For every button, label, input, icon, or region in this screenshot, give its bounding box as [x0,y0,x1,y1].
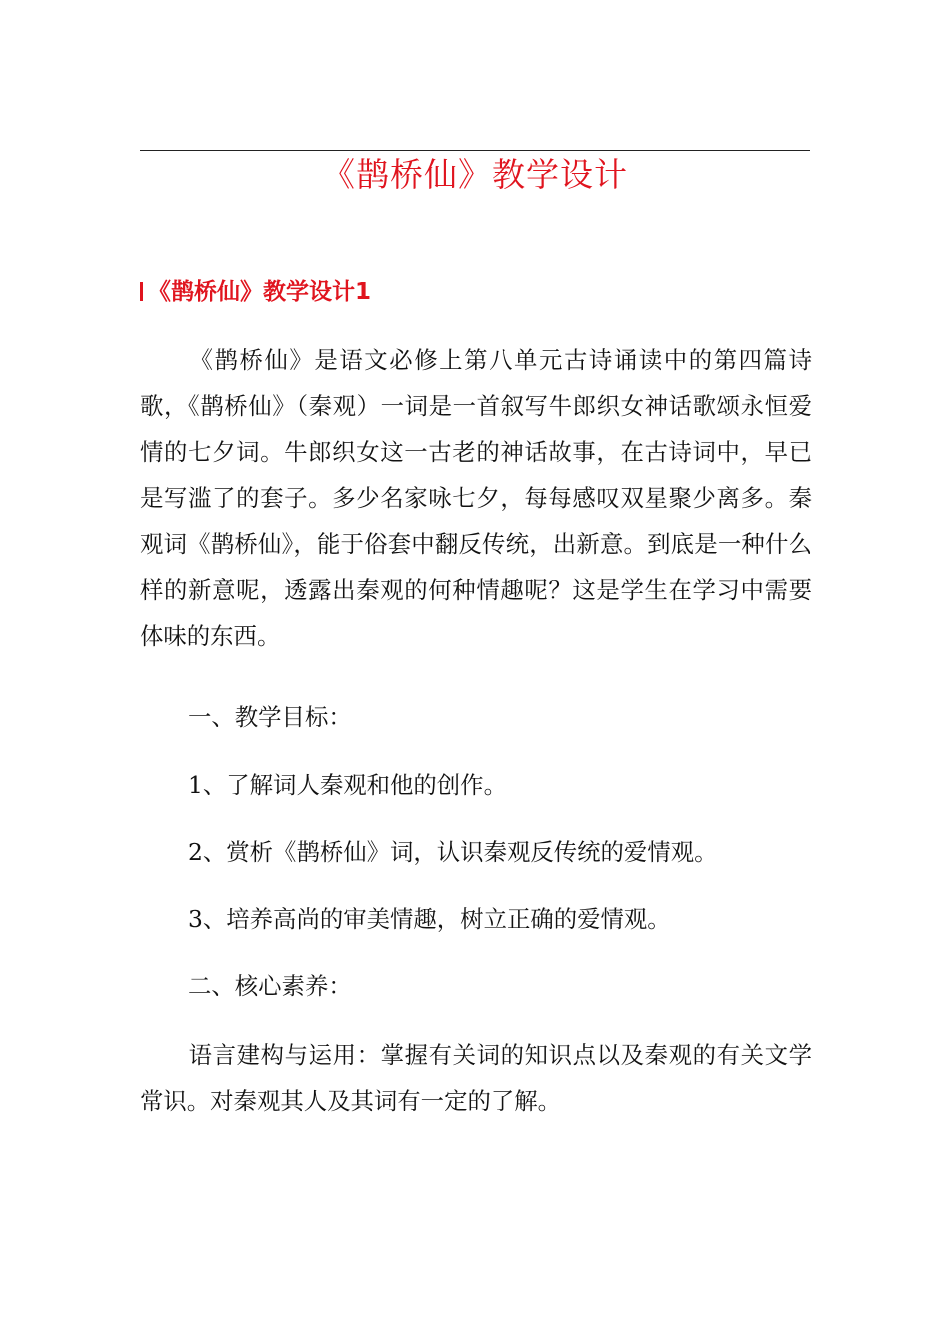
literacy-paragraph-text: 语言建构与运用：掌握有关词的知识点以及秦观的有关文学常识。对秦观其人及其词有一定的了解。 [140,1041,812,1115]
section-heading-text: 《鹊桥仙》教学设计1 [148,279,372,305]
intro-paragraph [140,337,812,659]
section-heading [140,276,371,308]
objective-item-3: 3、培养高尚的审美情趣，树立正确的爱情观。 [188,905,671,933]
objective-item-2: 2、赏析《鹊桥仙》词，认识秦观反传统的爱情观。 [188,838,718,866]
literacy-paragraph [140,1032,812,1124]
intro-paragraph-text: 《鹊桥仙》是语文必修上第八单元古诗诵读中的第四篇诗歌，《鹊桥仙》（秦观）一词是一首叙写牛郎织女神话歌颂永恒爱情的七夕词。牛郎织女这一古老的神话故事，在古诗词中，早已是写滥了的套子。多少名家咏七夕，每每感叹双星聚少离多。秦观词《鹊桥仙》，能于俗套中翻反传统，出新意。到底是一种什么样的新意呢，透露出秦观的何种情趣呢？这是学生在学习中需要体味的东西。 [140,346,812,650]
heading-marker [140,282,143,301]
header-rule [140,150,810,151]
objective-item-1: 1、了解词人秦观和他的创作。 [188,771,507,799]
document-title: 《鹊桥仙》教学设计 [322,155,628,194]
objectives-heading: 一、教学目标： [188,703,352,731]
literacy-heading: 二、核心素养： [188,972,352,1000]
